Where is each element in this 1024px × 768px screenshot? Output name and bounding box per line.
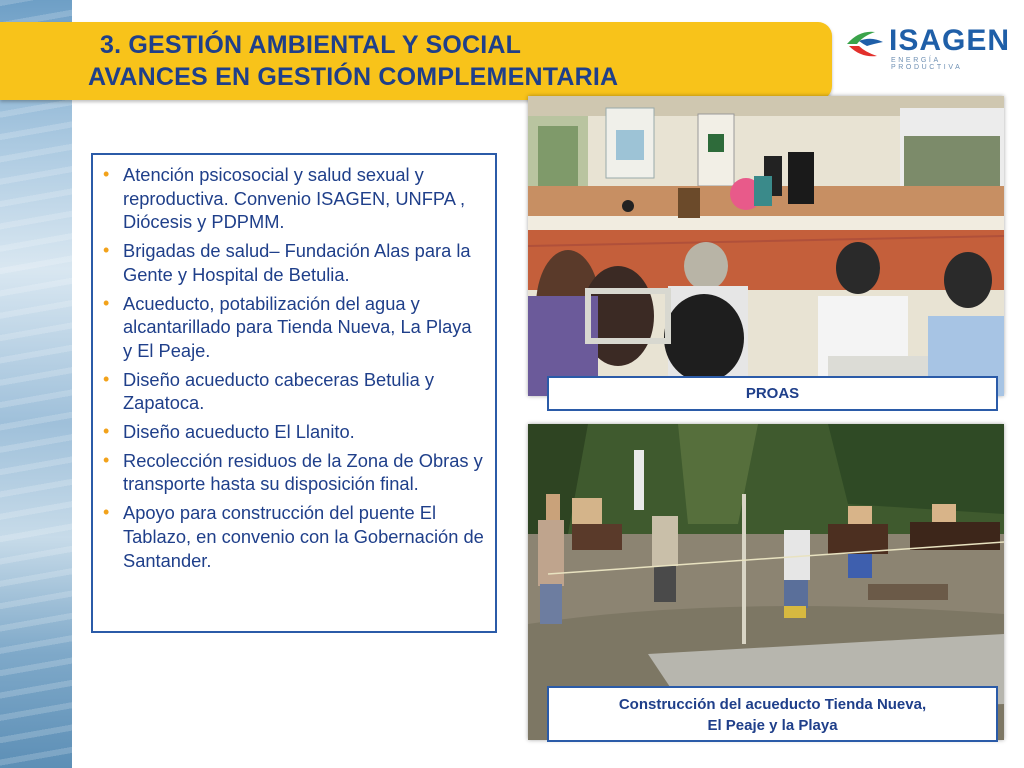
isagen-logo-icon [845,26,885,62]
list-item: • Atención psicosocial y salud sexual y reproductiva. Convenio ISAGEN, UNFPA , Diócesis y PDPMM. [123,163,485,234]
activities-list [93,155,495,572]
photo-proas-event [528,96,1004,396]
page-title: 3. GESTIÓN AMBIENTAL Y SOCIAL [100,31,522,59]
list-item: • Apoyo para construcción del puente El Tablazo, en convenio con la Gobernación de Santander. [123,501,485,572]
decorative-water-strip [0,0,72,768]
photo-caption-proas: PROAS [547,376,998,411]
photo-caption-aqueduct [547,686,998,742]
photo-proas-image [528,96,1004,396]
list-item: • Brigadas de salud– Fundación Alas para la Gente y Hospital de Betulia. [123,239,485,286]
caption-line: El Peaje y la Playa [707,717,838,734]
list-item: • Recolección residuos de la Zona de Obras y transporte hasta su disposición final. [123,449,485,496]
isagen-logo [845,22,1015,72]
list-item: • Acueducto, potabilización del agua y alcantarillado para Tienda Nueva, La Playa y El Peaje. [123,292,485,363]
activities-box [91,153,497,633]
logo-tagline: ENERGÍA PRODUCTIVA [891,57,963,71]
page-subtitle: AVANCES EN GESTIÓN COMPLEMENTARIA [88,63,619,91]
logo-wordmark: ISAGEN [889,24,1011,57]
list-item: • Diseño acueducto El Llanito. [123,420,485,444]
caption-line: Construcción del acueducto Tienda Nueva, [618,696,927,713]
list-item: • Diseño acueducto cabeceras Betulia y Zapatoca. [123,368,485,415]
